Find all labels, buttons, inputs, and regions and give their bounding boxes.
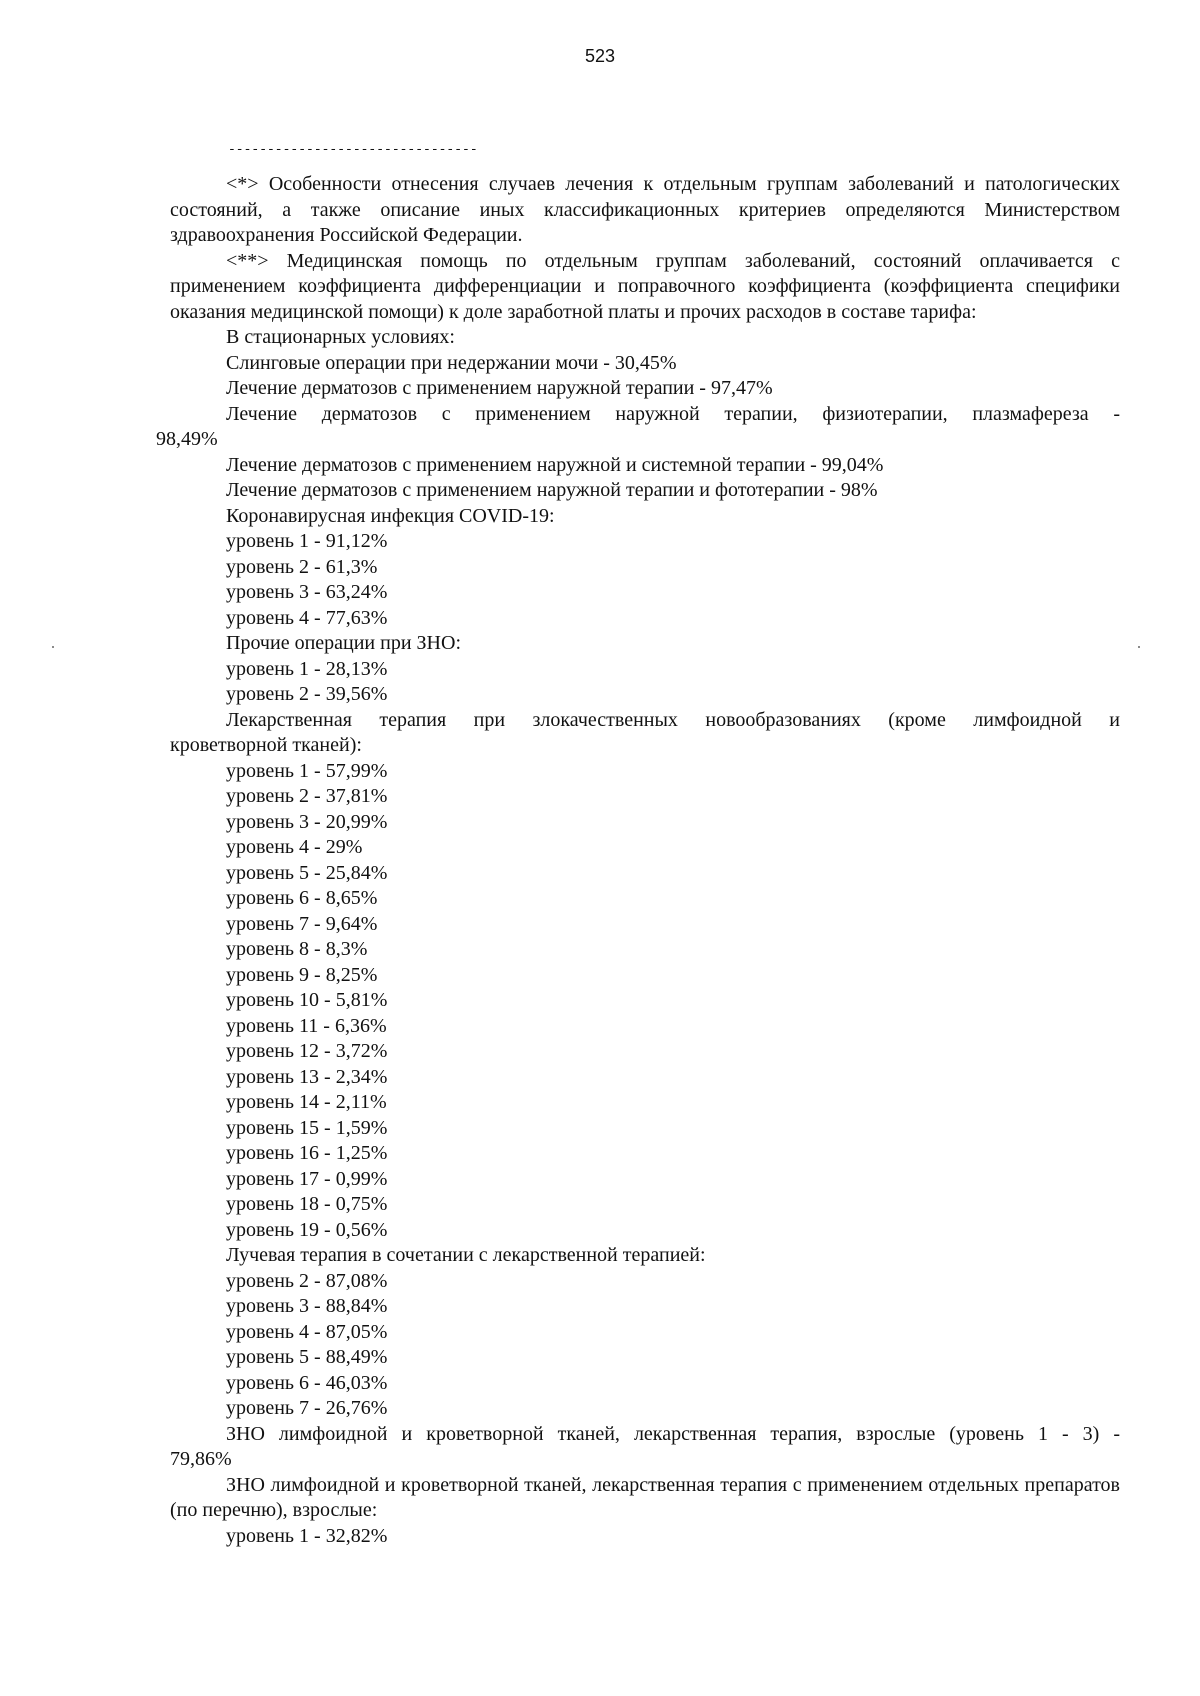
list-item: уровень 18 - 0,75% xyxy=(226,1193,388,1215)
drug-therapy-heading-cont: кроветворной тканей): xyxy=(170,734,362,756)
covid-level-list xyxy=(170,529,1120,631)
list-item: уровень 3 - 88,84% xyxy=(226,1295,388,1317)
list-item: уровень 1 - 57,99% xyxy=(226,759,388,782)
zno-lymph-1: ЗНО лимфоидной и кроветворной тканей, лекарственная терапия, взрослые (уровень 1 - 3) - xyxy=(226,1422,1120,1445)
list-item: уровень 8 - 8,3% xyxy=(226,938,368,960)
footnote-separator: -------------------------------- xyxy=(228,142,478,157)
list-item: уровень 16 - 1,25% xyxy=(226,1142,388,1164)
list-item: уровень 7 - 9,64% xyxy=(226,912,378,935)
covid-heading: Коронавирусная инфекция COVID-19: xyxy=(226,504,555,527)
list-item: уровень 10 - 5,81% xyxy=(226,989,388,1011)
list-item: уровень 1 - 32,82% xyxy=(226,1524,388,1547)
zno-lymph-2: ЗНО лимфоидной и кроветворной тканей, лекарственная терапия с применением отдельных препаратов (по перечню), взрослые: xyxy=(170,1473,1120,1521)
list-item: уровень 17 - 0,99% xyxy=(226,1167,388,1190)
line-dermatoz-2: Лечение дерматозов с применением наружной терапии, физиотерапии, плазмафереза - xyxy=(226,402,1120,425)
list-item: уровень 1 - 28,13% xyxy=(226,657,388,680)
stationary-heading: В стационарных условиях: xyxy=(226,326,455,348)
list-item: уровень 3 - 20,99% xyxy=(226,810,388,833)
zno-ops-level-list xyxy=(170,657,1120,708)
list-item: уровень 6 - 8,65% xyxy=(226,887,378,909)
list-item: уровень 2 - 87,08% xyxy=(226,1269,388,1292)
list-item: уровень 5 - 88,49% xyxy=(226,1346,388,1368)
list-item: уровень 13 - 2,34% xyxy=(226,1065,388,1088)
zno-lymph-2-level-list xyxy=(170,1524,1120,1550)
list-item: уровень 2 - 61,3% xyxy=(226,555,378,578)
list-item: уровень 9 - 8,25% xyxy=(226,963,378,986)
scan-speck-right xyxy=(1138,646,1140,648)
radiation-heading: Лучевая терапия в сочетании с лекарственной терапией: xyxy=(226,1244,706,1266)
list-item: уровень 4 - 29% xyxy=(226,836,363,858)
list-item: уровень 2 - 39,56% xyxy=(226,683,388,705)
line-slingovye: Слинговые операции при недержании мочи - 30,45% xyxy=(226,351,677,374)
line-dermatoz-3: Лечение дерматозов с применением наружной и системной терапии - 99,04% xyxy=(226,453,884,476)
list-item: уровень 6 - 46,03% xyxy=(226,1371,388,1394)
footnote-2: <**> Медицинская помощь по отдельным группам заболеваний, состояний оплачивается с применением коэффициента дифференциации и поправочного коэффициента (коэффициента специфики оказания медицинской помощи) к доле заработной платы и прочих расходов в составе тарифа: xyxy=(170,249,1120,323)
list-item: уровень 12 - 3,72% xyxy=(226,1040,388,1062)
list-item: уровень 4 - 87,05% xyxy=(226,1320,388,1343)
zno-ops-heading: Прочие операции при ЗНО: xyxy=(226,632,461,654)
zno-lymph-1-cont: 79,86% xyxy=(170,1448,232,1470)
list-item: уровень 15 - 1,59% xyxy=(226,1116,388,1139)
document-body xyxy=(156,172,1120,1549)
drug-therapy-heading: Лекарственная терапия при злокачественных новообразованиях (кроме лимфоидной и xyxy=(226,708,1120,731)
page-number: 523 xyxy=(584,46,616,66)
list-item: уровень 2 - 37,81% xyxy=(226,785,388,807)
drug-therapy-level-list xyxy=(170,759,1120,1244)
list-item: уровень 3 - 63,24% xyxy=(226,581,388,603)
list-item: уровень 1 - 91,12% xyxy=(226,530,388,552)
line-dermatoz-2-cont: 98,49% xyxy=(156,428,218,450)
line-dermatoz-1: Лечение дерматозов с применением наружной терапии - 97,47% xyxy=(226,377,773,399)
list-item: уровень 19 - 0,56% xyxy=(226,1218,388,1241)
line-dermatoz-4: Лечение дерматозов с применением наружной терапии и фототерапии - 98% xyxy=(226,479,878,501)
list-item: уровень 14 - 2,11% xyxy=(226,1091,387,1113)
scan-speck-left xyxy=(52,646,54,648)
list-item: уровень 5 - 25,84% xyxy=(226,861,388,884)
footnote-1: <*> Особенности отнесения случаев лечения к отдельным группам заболеваний и патологических состояний, а также описание иных классификационных критериев определяются Министерством здравоохранения Российской Федерации. xyxy=(170,173,1120,246)
list-item: уровень 11 - 6,36% xyxy=(226,1014,387,1037)
list-item: уровень 4 - 77,63% xyxy=(226,606,388,629)
radiation-level-list xyxy=(170,1269,1120,1422)
list-item: уровень 7 - 26,76% xyxy=(226,1397,388,1419)
